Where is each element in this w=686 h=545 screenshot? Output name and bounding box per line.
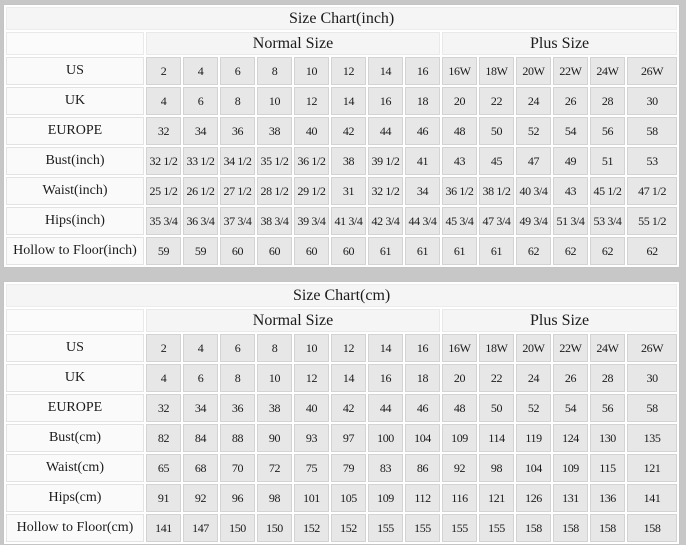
size-value-cell: 158: [590, 514, 625, 542]
size-value-cell: 22: [479, 87, 514, 115]
table-row: [6, 364, 677, 392]
size-value-cell: 34: [183, 117, 218, 145]
size-value-cell: 24: [516, 364, 551, 392]
size-value-cell: 14: [368, 57, 403, 85]
size-value-cell: 32 1/2: [368, 177, 403, 205]
size-value-cell: 61: [405, 237, 440, 265]
size-value-cell: 10: [294, 334, 329, 362]
size-value-cell: 10: [257, 364, 292, 392]
size-value-cell: 50: [479, 117, 514, 145]
size-value-cell: 27 1/2: [220, 177, 255, 205]
size-value-cell: 136: [590, 484, 625, 512]
size-value-cell: 126: [516, 484, 551, 512]
size-value-cell: 26: [553, 87, 588, 115]
row-label: US: [6, 57, 144, 85]
size-value-cell: 31: [331, 177, 366, 205]
size-value-cell: 39 1/2: [368, 147, 403, 175]
table-row: [6, 177, 677, 205]
size-value-cell: 16W: [442, 57, 477, 85]
size-value-cell: 4: [183, 57, 218, 85]
table-row: [6, 424, 677, 452]
size-value-cell: 56: [590, 394, 625, 422]
size-value-cell: 53: [627, 147, 677, 175]
size-value-cell: 32: [146, 117, 181, 145]
size-value-cell: 141: [627, 484, 677, 512]
row-label: Hips(inch): [6, 207, 144, 235]
size-value-cell: 42: [331, 394, 366, 422]
size-value-cell: 22W: [553, 57, 588, 85]
row-label: Waist(inch): [6, 177, 144, 205]
size-value-cell: 65: [146, 454, 181, 482]
size-value-cell: 26W: [627, 334, 677, 362]
size-value-cell: 92: [442, 454, 477, 482]
size-value-cell: 34: [183, 394, 218, 422]
size-value-cell: 155: [368, 514, 403, 542]
size-value-cell: 59: [146, 237, 181, 265]
size-value-cell: 16W: [442, 334, 477, 362]
row-label: Hips(cm): [6, 484, 144, 512]
size-value-cell: 101: [294, 484, 329, 512]
size-value-cell: 12: [331, 57, 366, 85]
size-value-cell: 98: [479, 454, 514, 482]
table-row: [6, 207, 677, 235]
size-value-cell: 28 1/2: [257, 177, 292, 205]
size-value-cell: 55 1/2: [627, 207, 677, 235]
size-value-cell: 40 3/4: [516, 177, 551, 205]
size-value-cell: 24: [516, 87, 551, 115]
table-row: [6, 57, 677, 85]
size-value-cell: 44 3/4: [405, 207, 440, 235]
table-row: [6, 147, 677, 175]
title-row: [6, 7, 677, 30]
size-value-cell: 58: [627, 117, 677, 145]
group-header-row: [6, 32, 677, 55]
size-value-cell: 105: [331, 484, 366, 512]
size-value-cell: 141: [146, 514, 181, 542]
table-row: [6, 237, 677, 265]
size-value-cell: 12: [294, 87, 329, 115]
size-value-cell: 8: [220, 364, 255, 392]
size-value-cell: 14: [331, 364, 366, 392]
size-value-cell: 22W: [553, 334, 588, 362]
size-value-cell: 49 3/4: [516, 207, 551, 235]
size-value-cell: 93: [294, 424, 329, 452]
size-value-cell: 14: [331, 87, 366, 115]
size-value-cell: 60: [220, 237, 255, 265]
size-value-cell: 121: [479, 484, 514, 512]
size-value-cell: 16: [368, 87, 403, 115]
size-value-cell: 75: [294, 454, 329, 482]
size-value-cell: 24W: [590, 57, 625, 85]
row-label: UK: [6, 87, 144, 115]
size-value-cell: 98: [257, 484, 292, 512]
size-value-cell: 24W: [590, 334, 625, 362]
size-value-cell: 152: [294, 514, 329, 542]
size-value-cell: 147: [183, 514, 218, 542]
size-value-cell: 53 3/4: [590, 207, 625, 235]
size-value-cell: 84: [183, 424, 218, 452]
size-value-cell: 135: [627, 424, 677, 452]
table-row: [6, 334, 677, 362]
size-value-cell: 36: [220, 394, 255, 422]
size-value-cell: 109: [553, 454, 588, 482]
size-value-cell: 6: [220, 57, 255, 85]
size-value-cell: 61: [479, 237, 514, 265]
size-value-cell: 59: [183, 237, 218, 265]
size-value-cell: 52: [516, 394, 551, 422]
size-value-cell: 12: [294, 364, 329, 392]
size-value-cell: 38: [331, 147, 366, 175]
size-value-cell: 20: [442, 87, 477, 115]
row-label: Waist(cm): [6, 454, 144, 482]
size-value-cell: 2: [146, 57, 181, 85]
size-value-cell: 46: [405, 117, 440, 145]
corner-cell: [6, 32, 144, 55]
size-value-cell: 62: [553, 237, 588, 265]
row-label: US: [6, 334, 144, 362]
size-value-cell: 58: [627, 394, 677, 422]
size-value-cell: 109: [442, 424, 477, 452]
row-label: Bust(cm): [6, 424, 144, 452]
size-value-cell: 51: [590, 147, 625, 175]
size-value-cell: 47 3/4: [479, 207, 514, 235]
size-value-cell: 6: [183, 87, 218, 115]
size-value-cell: 86: [405, 454, 440, 482]
size-value-cell: 8: [257, 57, 292, 85]
size-value-cell: 61: [368, 237, 403, 265]
size-value-cell: 28: [590, 87, 625, 115]
size-value-cell: 33 1/2: [183, 147, 218, 175]
normal-size-header: Normal Size: [146, 32, 440, 55]
size-value-cell: 116: [442, 484, 477, 512]
size-value-cell: 60: [257, 237, 292, 265]
size-value-cell: 32: [146, 394, 181, 422]
size-value-cell: 6: [183, 364, 218, 392]
size-value-cell: 2: [146, 334, 181, 362]
size-value-cell: 48: [442, 394, 477, 422]
size-value-cell: 38: [257, 394, 292, 422]
size-value-cell: 96: [220, 484, 255, 512]
size-chart-inch-table: [3, 4, 680, 268]
size-value-cell: 158: [553, 514, 588, 542]
size-value-cell: 8: [220, 87, 255, 115]
size-value-cell: 41: [405, 147, 440, 175]
size-value-cell: 4: [146, 87, 181, 115]
size-value-cell: 26: [553, 364, 588, 392]
size-value-cell: 8: [257, 334, 292, 362]
table-row: [6, 394, 677, 422]
size-value-cell: 39 3/4: [294, 207, 329, 235]
size-value-cell: 83: [368, 454, 403, 482]
size-value-cell: 38: [257, 117, 292, 145]
size-value-cell: 119: [516, 424, 551, 452]
size-value-cell: 22: [479, 364, 514, 392]
size-value-cell: 158: [516, 514, 551, 542]
size-value-cell: 54: [553, 117, 588, 145]
size-value-cell: 36 1/2: [294, 147, 329, 175]
size-value-cell: 130: [590, 424, 625, 452]
row-label: EUROPE: [6, 117, 144, 145]
size-value-cell: 40: [294, 394, 329, 422]
size-value-cell: 48: [442, 117, 477, 145]
size-value-cell: 12: [331, 334, 366, 362]
size-value-cell: 150: [220, 514, 255, 542]
size-value-cell: 152: [331, 514, 366, 542]
size-value-cell: 100: [368, 424, 403, 452]
size-value-cell: 34: [405, 177, 440, 205]
plus-size-header: Plus Size: [442, 309, 677, 332]
size-value-cell: 38 1/2: [479, 177, 514, 205]
table-row: [6, 117, 677, 145]
size-value-cell: 45: [479, 147, 514, 175]
size-value-cell: 10: [294, 57, 329, 85]
size-value-cell: 44: [368, 117, 403, 145]
normal-size-header: Normal Size: [146, 309, 440, 332]
size-value-cell: 79: [331, 454, 366, 482]
size-value-cell: 62: [627, 237, 677, 265]
size-value-cell: 82: [146, 424, 181, 452]
title-row: [6, 284, 677, 307]
size-value-cell: 45 3/4: [442, 207, 477, 235]
size-value-cell: 155: [405, 514, 440, 542]
size-value-cell: 155: [442, 514, 477, 542]
size-value-cell: 158: [627, 514, 677, 542]
table-row: [6, 514, 677, 542]
table-title: Size Chart(cm): [6, 284, 677, 307]
row-label: Hollow to Floor(inch): [6, 237, 144, 265]
size-value-cell: 35 3/4: [146, 207, 181, 235]
size-value-cell: 36 3/4: [183, 207, 218, 235]
size-value-cell: 131: [553, 484, 588, 512]
size-value-cell: 72: [257, 454, 292, 482]
size-value-cell: 20: [442, 364, 477, 392]
size-value-cell: 109: [368, 484, 403, 512]
size-value-cell: 114: [479, 424, 514, 452]
size-value-cell: 62: [516, 237, 551, 265]
size-value-cell: 26 1/2: [183, 177, 218, 205]
plus-size-header: Plus Size: [442, 32, 677, 55]
size-value-cell: 35 1/2: [257, 147, 292, 175]
size-value-cell: 124: [553, 424, 588, 452]
table-row: [6, 484, 677, 512]
row-label: UK: [6, 364, 144, 392]
size-value-cell: 91: [146, 484, 181, 512]
size-value-cell: 6: [220, 334, 255, 362]
size-value-cell: 49: [553, 147, 588, 175]
size-value-cell: 60: [331, 237, 366, 265]
size-value-cell: 30: [627, 364, 677, 392]
size-value-cell: 36 1/2: [442, 177, 477, 205]
size-value-cell: 150: [257, 514, 292, 542]
size-value-cell: 104: [405, 424, 440, 452]
size-value-cell: 10: [257, 87, 292, 115]
row-label: Hollow to Floor(cm): [6, 514, 144, 542]
table-row: [6, 87, 677, 115]
size-value-cell: 61: [442, 237, 477, 265]
size-value-cell: 42 3/4: [368, 207, 403, 235]
size-value-cell: 115: [590, 454, 625, 482]
size-value-cell: 46: [405, 394, 440, 422]
size-value-cell: 16: [405, 57, 440, 85]
size-value-cell: 112: [405, 484, 440, 512]
size-value-cell: 52: [516, 117, 551, 145]
size-value-cell: 40: [294, 117, 329, 145]
size-value-cell: 43: [553, 177, 588, 205]
size-value-cell: 34 1/2: [220, 147, 255, 175]
size-value-cell: 92: [183, 484, 218, 512]
corner-cell: [6, 309, 144, 332]
size-value-cell: 44: [368, 394, 403, 422]
table-title: Size Chart(inch): [6, 7, 677, 30]
size-value-cell: 37 3/4: [220, 207, 255, 235]
size-value-cell: 121: [627, 454, 677, 482]
size-value-cell: 29 1/2: [294, 177, 329, 205]
size-value-cell: 20W: [516, 334, 551, 362]
size-value-cell: 50: [479, 394, 514, 422]
size-value-cell: 38 3/4: [257, 207, 292, 235]
size-value-cell: 20W: [516, 57, 551, 85]
size-value-cell: 43: [442, 147, 477, 175]
size-value-cell: 14: [368, 334, 403, 362]
size-value-cell: 47: [516, 147, 551, 175]
size-value-cell: 25 1/2: [146, 177, 181, 205]
size-value-cell: 56: [590, 117, 625, 145]
size-value-cell: 88: [220, 424, 255, 452]
size-value-cell: 42: [331, 117, 366, 145]
group-header-row: [6, 309, 677, 332]
size-value-cell: 41 3/4: [331, 207, 366, 235]
size-chart-cm-table: [3, 281, 680, 545]
size-value-cell: 28: [590, 364, 625, 392]
size-value-cell: 51 3/4: [553, 207, 588, 235]
table-row: [6, 454, 677, 482]
row-label: Bust(inch): [6, 147, 144, 175]
size-value-cell: 54: [553, 394, 588, 422]
size-value-cell: 90: [257, 424, 292, 452]
row-label: EUROPE: [6, 394, 144, 422]
size-value-cell: 62: [590, 237, 625, 265]
size-value-cell: 16: [405, 334, 440, 362]
size-value-cell: 45 1/2: [590, 177, 625, 205]
size-value-cell: 36: [220, 117, 255, 145]
size-value-cell: 18W: [479, 334, 514, 362]
size-value-cell: 30: [627, 87, 677, 115]
size-value-cell: 97: [331, 424, 366, 452]
size-value-cell: 68: [183, 454, 218, 482]
size-value-cell: 47 1/2: [627, 177, 677, 205]
size-value-cell: 18W: [479, 57, 514, 85]
size-value-cell: 18: [405, 364, 440, 392]
size-value-cell: 104: [516, 454, 551, 482]
size-value-cell: 32 1/2: [146, 147, 181, 175]
size-value-cell: 4: [146, 364, 181, 392]
size-value-cell: 155: [479, 514, 514, 542]
size-value-cell: 4: [183, 334, 218, 362]
size-value-cell: 16: [368, 364, 403, 392]
size-value-cell: 26W: [627, 57, 677, 85]
size-value-cell: 18: [405, 87, 440, 115]
size-value-cell: 70: [220, 454, 255, 482]
size-value-cell: 60: [294, 237, 329, 265]
